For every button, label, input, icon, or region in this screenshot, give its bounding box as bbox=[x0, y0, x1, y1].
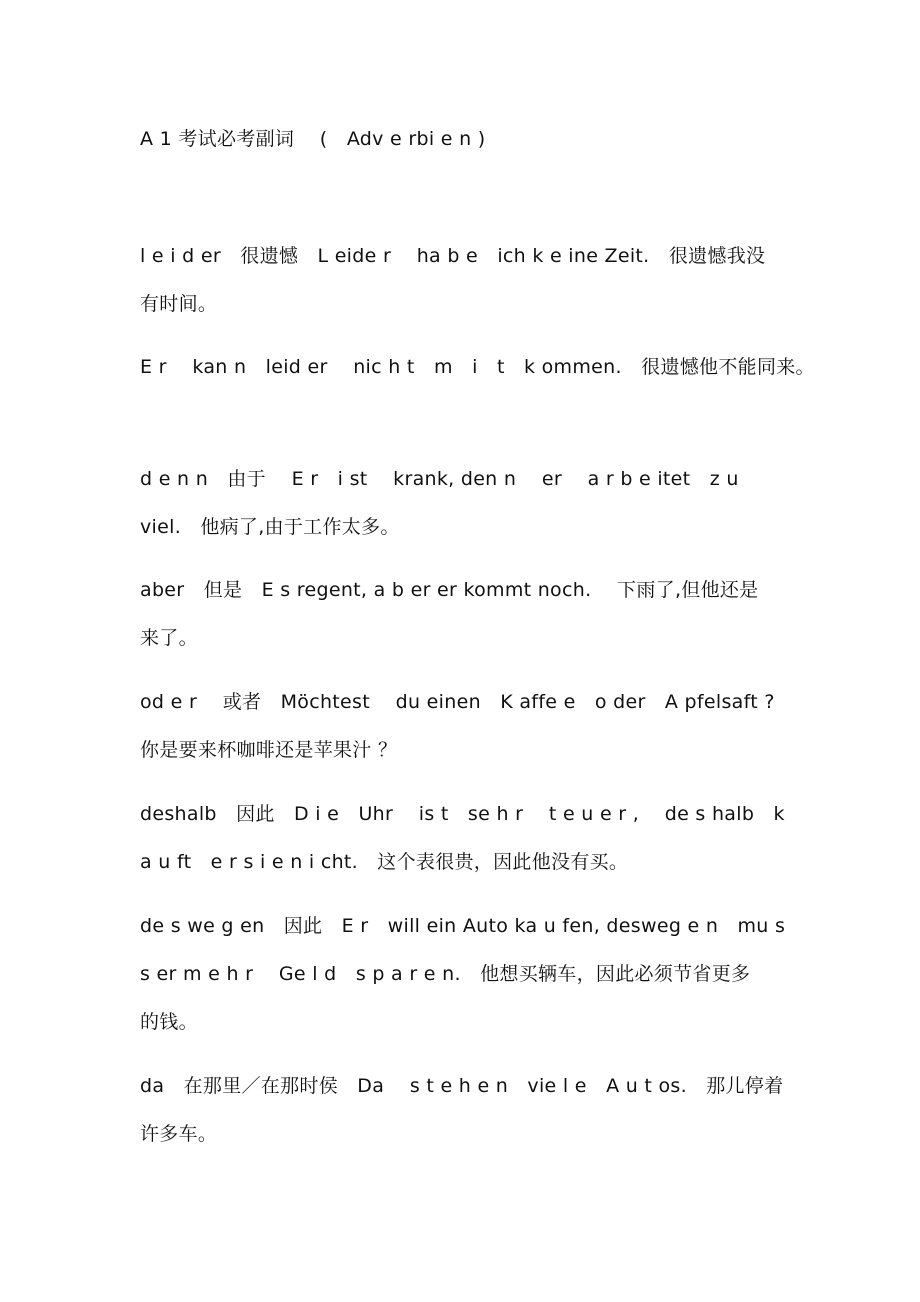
document-title: A 1 考试必考副词 ( Adv e rbi e n ) bbox=[140, 128, 486, 150]
entry-da-line-2: 许多车。 bbox=[140, 1123, 218, 1145]
entry-deswegen-line-1: de s we g en 因此 E r will ein Auto ka u fen, desweg e n mu s bbox=[140, 915, 786, 937]
entry-deswegen-line-2: s er m e h r Ge l d s p a r e n. 他想买辆车，因此必须节省更多 bbox=[140, 963, 751, 985]
entry-aber-line-2: 来了。 bbox=[140, 627, 198, 649]
entry-leider-example-line-1: E r kan n leid er nic h t m i t k ommen. 很遗憾他不能同来。 bbox=[140, 356, 815, 378]
entry-deshalb-line-2: a u ft e r s i e n i cht. 这个表很贵，因此他没有买。 bbox=[140, 851, 629, 873]
entry-leider-line-2: 有时间。 bbox=[140, 293, 218, 315]
entry-da-line-1: da 在那里／在那时侯 Da s t e h e n vie l e A u t os. 那儿停着 bbox=[140, 1075, 784, 1097]
entry-deswegen-line-3: 的钱。 bbox=[140, 1011, 198, 1033]
entry-leider-line-1: l e i d er 很遗憾 L eide r ha b e ich k e ine Zeit. 很遗憾我没 bbox=[140, 245, 766, 267]
entry-oder-line-2: 你是要来杯咖啡还是苹果汁 ？ bbox=[140, 739, 398, 761]
entry-deshalb-line-1: deshalb 因此 D i e Uhr is t se h r t e u e r , de s halb k bbox=[140, 803, 785, 825]
entry-oder-line-1: od e r 或者 Möchtest du einen K affe e o der A pfelsaft ? bbox=[140, 691, 775, 713]
entry-denn-line-2: viel. 他病了,由于工作太多。 bbox=[140, 516, 400, 538]
entry-aber-line-1: aber 但是 E s regent, a b er er kommt noch. 下雨了,但他还是 bbox=[140, 579, 759, 601]
entry-denn-line-1: d e n n 由于 E r i st krank, den n er a r b e itet z u bbox=[140, 468, 739, 490]
